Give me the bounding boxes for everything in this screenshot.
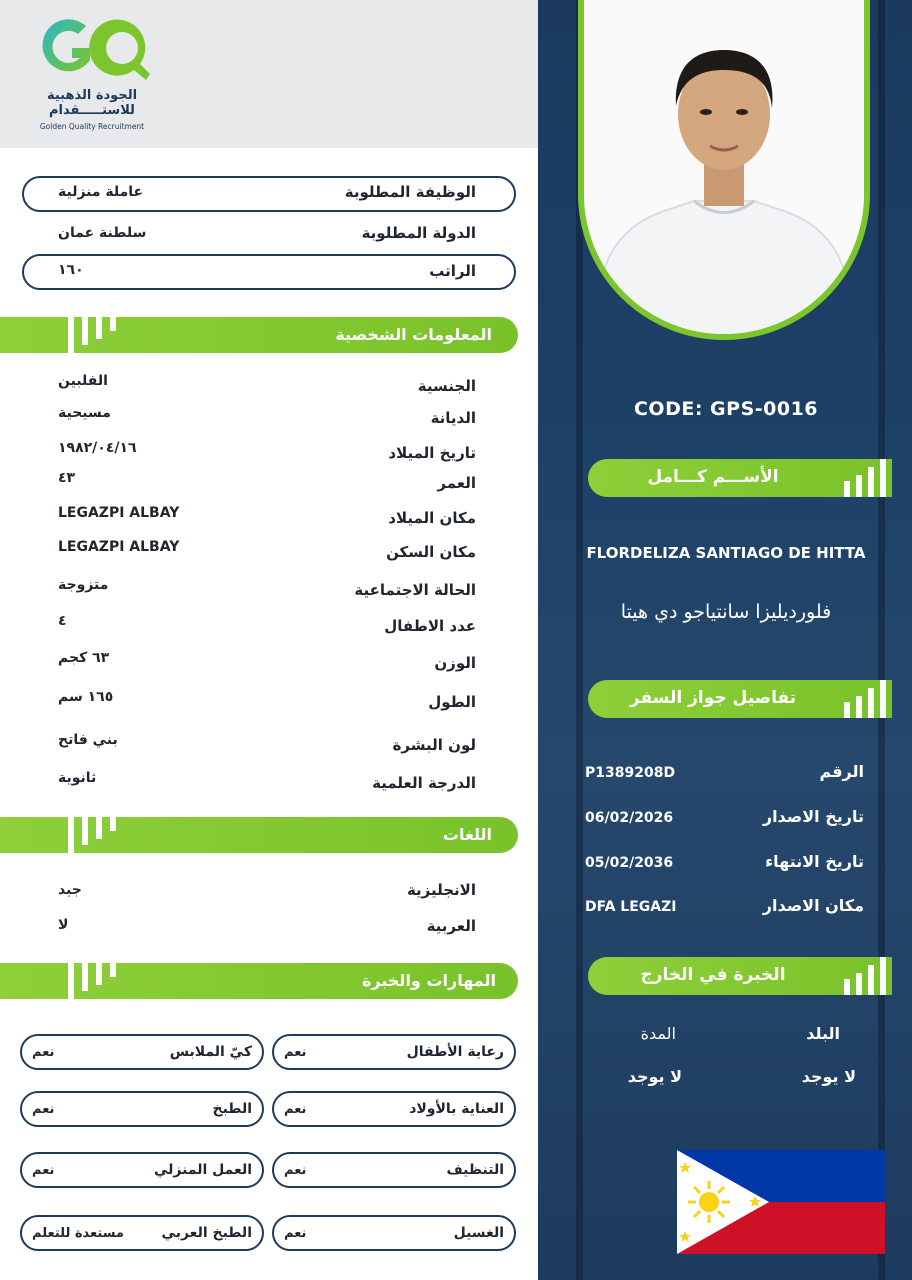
personal-row-value: ٦٣ كجم <box>58 650 110 666</box>
personal-row-label: الطول <box>428 693 476 711</box>
skill-label: الطبخ <box>212 1101 252 1117</box>
skill-label: العناية بالأولاد <box>409 1101 504 1117</box>
languages-header <box>0 817 518 853</box>
passport-row-label: تاريخ الاصدار <box>762 807 864 826</box>
personal-row-value: ٤ <box>58 613 67 629</box>
full-name-english: FLORDELIZA SANTIAGO DE HITTA <box>586 544 866 562</box>
passport-title: تفاصيل جواز السفر <box>629 688 797 708</box>
skill-item <box>20 1034 264 1070</box>
language-english-label: الانجليزية <box>406 881 476 899</box>
skill-label: كيّ الملابس <box>169 1044 252 1060</box>
header-stripes <box>66 817 118 853</box>
logo-english-text: Golden Quality Recruitment <box>39 122 145 131</box>
personal-row-label: الدرجة العلمية <box>372 774 476 792</box>
skill-item <box>272 1215 516 1251</box>
skill-item <box>272 1091 516 1127</box>
person-avatar-icon <box>584 0 864 334</box>
languages-title: اللغات <box>442 825 492 844</box>
passport-row-value: 05/02/2036 <box>585 855 674 871</box>
header-stripes <box>844 680 884 718</box>
personal-row-value: ١٩٨٢/٠٤/١٦ <box>58 440 137 456</box>
personal-row-label: العمر <box>437 474 476 492</box>
skill-value: نعم <box>32 1045 55 1060</box>
skill-item <box>272 1152 516 1188</box>
header-stripes <box>66 317 118 353</box>
personal-row-value: متزوجة <box>58 577 109 593</box>
job-position-label: الوظيفة المطلوبة <box>344 183 476 201</box>
personal-row-label: الديانة <box>430 409 476 427</box>
full-name-arabic: فلورديليزا سانتياجو دي هيتا <box>620 601 832 623</box>
logo-arabic-line2: للاستـــــقدام <box>49 103 135 118</box>
skill-value: نعم <box>284 1226 307 1241</box>
personal-row-value: LEGAZPI ALBAY <box>58 505 180 521</box>
personal-info-title: المعلومات الشخصية <box>335 325 492 344</box>
gq-logo-icon <box>38 12 150 84</box>
skill-value: نعم <box>284 1102 307 1117</box>
personal-row-value: ثانوية <box>58 770 97 786</box>
skill-label: رعاية الأطفال <box>406 1044 504 1060</box>
passport-row-label: تاريخ الانتهاء <box>764 852 864 871</box>
passport-row-label: الرقم <box>819 762 864 781</box>
personal-row-label: الجنسية <box>417 377 476 395</box>
skill-label: التنظيف <box>446 1162 504 1178</box>
personal-row-value: LEGAZPI ALBAY <box>58 539 180 555</box>
salary-label: الراتب <box>429 262 476 280</box>
language-arabic-label: العربية <box>426 917 476 935</box>
skill-item <box>20 1152 264 1188</box>
job-position-value: عاملة منزلية <box>58 184 144 200</box>
experience-country-value: لا يوجد <box>801 1067 856 1086</box>
logo-arabic-line1: الجودة الذهبية <box>46 88 138 103</box>
job-country-value: سلطنة عمان <box>58 225 147 241</box>
skill-value: نعم <box>284 1163 307 1178</box>
personal-row-value: ٤٣ <box>58 470 76 486</box>
personal-row-label: الوزن <box>434 654 476 672</box>
language-english-value: جيد <box>58 882 82 898</box>
personal-row-label: مكان السكن <box>386 543 476 561</box>
skill-item <box>20 1091 264 1127</box>
job-country-label: الدولة المطلوبة <box>361 224 476 242</box>
personal-row-value: ١٦٥ سم <box>58 689 114 705</box>
personal-row-label: الحالة الاجتماعية <box>354 581 476 599</box>
philippines-flag-icon <box>677 1150 885 1254</box>
skill-item <box>20 1215 264 1251</box>
personal-row-label: مكان الميلاد <box>388 509 476 527</box>
personal-row-value: بني فاتح <box>58 732 118 748</box>
experience-duration-header: المدة <box>640 1024 676 1043</box>
skill-label: الطبخ العربي <box>161 1225 252 1241</box>
language-arabic-value: لا <box>58 917 69 933</box>
skill-value: نعم <box>32 1102 55 1117</box>
experience-country-header: البلد <box>806 1024 840 1043</box>
personal-row-label: تاريخ الميلاد <box>388 444 476 462</box>
personal-row-value: مسيحية <box>58 405 111 421</box>
personal-row-label: لون البشرة <box>392 736 476 754</box>
skill-value: نعم <box>32 1163 55 1178</box>
passport-row-value: 06/02/2026 <box>585 810 674 826</box>
logo-arabic-text <box>22 88 162 118</box>
passport-row-value: DFA LEGAZI <box>585 899 677 915</box>
personal-row-value: الفلبين <box>58 373 108 389</box>
header-stripes <box>844 459 884 497</box>
personal-row-label: عدد الاطفال <box>384 617 476 635</box>
skill-value: نعم <box>284 1045 307 1060</box>
salary-value: ١٦٠ <box>58 262 84 278</box>
passport-row-label: مكان الاصدار <box>762 896 864 915</box>
candidate-photo <box>578 0 870 340</box>
skill-item <box>272 1034 516 1070</box>
header-stripes <box>844 957 884 995</box>
full-name-title: الأســـم كـــامل <box>647 467 779 487</box>
experience-title: الخبرة في الخارج <box>640 965 786 985</box>
skill-label: الغسيل <box>453 1225 504 1241</box>
candidate-code: CODE: GPS-0016 <box>633 398 819 420</box>
skill-label: العمل المنزلي <box>154 1162 252 1178</box>
passport-row-value: P1389208D <box>585 765 676 781</box>
experience-duration-value: لا يوجد <box>627 1067 682 1086</box>
skills-title: المهارات والخبرة <box>361 971 496 990</box>
header-stripes <box>66 963 118 999</box>
skill-value: مستعدة للتعلم <box>32 1226 124 1241</box>
